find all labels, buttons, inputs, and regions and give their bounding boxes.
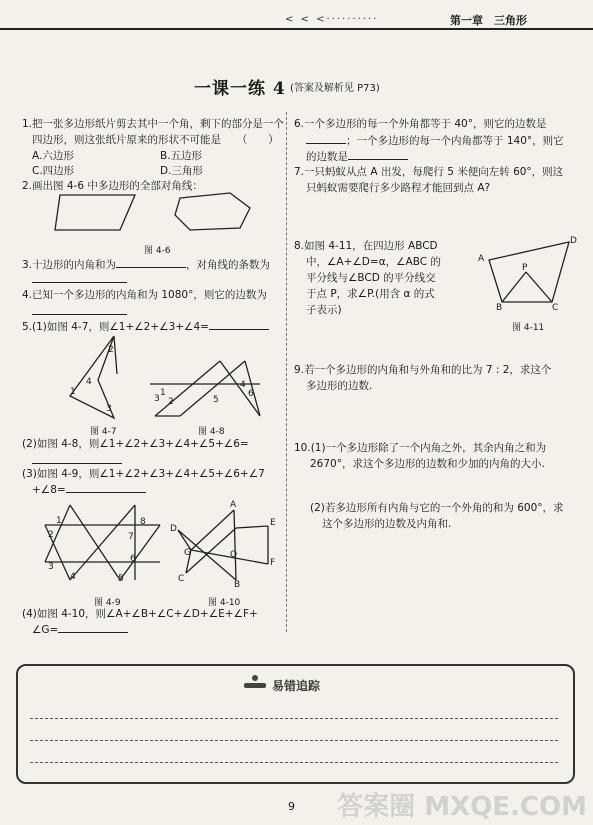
q1-option-d: D.三角形 <box>160 165 203 177</box>
answer-line-2[interactable] <box>30 740 558 741</box>
q5-4-line1: (4)如图 4-10，则∠A+∠B+∠C+∠D+∠E+∠F+ <box>22 608 258 620</box>
q10-line4: 这个多边形的边数及内角和. <box>322 518 452 530</box>
q1-line2: 四边形，则这张纸片原来的形状不可能是 （ ） <box>32 134 279 146</box>
fig-4-7-caption: 图 4-7 <box>90 427 117 437</box>
header-rule <box>0 28 593 30</box>
mistake-tracking-label: 易错追踪 <box>272 679 321 693</box>
answer-note: (答案及解析见 P73) <box>290 83 380 94</box>
page-title: 一课一练 4 <box>194 79 286 99</box>
answer-line-1[interactable] <box>30 718 558 719</box>
fig411-label-a: A <box>478 254 485 264</box>
q1-line1: 1.把一张多边形纸片剪去其中一个角，剩下的部分是一个 <box>22 118 285 130</box>
fig48-label-1: 1 <box>160 388 166 398</box>
header-decoration: < < <·········· <box>285 14 379 25</box>
q5-2-text: (2)如图 4-8，则∠1+∠2+∠3+∠4+∠5+∠6= <box>22 438 249 450</box>
q1-option-a: A.六边形 <box>32 150 74 162</box>
fig-4-8-caption: 图 4-8 <box>198 427 225 437</box>
q10-line1: 10.(1)一个多边形除了一个内角之外，其余内角之和为 <box>294 442 547 454</box>
fig410-label-c: C <box>178 574 185 584</box>
fig411-label-c: C <box>552 303 559 313</box>
q7-line2: 只蚂蚁需要爬行多少路程才能回到点 A? <box>306 182 491 194</box>
q4-text: 4.已知一个多边形的内角和为 1080°，则它的边数为 <box>22 289 267 301</box>
fig410-label-a: A <box>230 500 237 510</box>
chapter-title: 第一章 三角形 <box>450 14 527 27</box>
fig48-label-3: 3 <box>154 394 160 404</box>
fig410-label-e: E <box>270 518 276 528</box>
fig410-label-g: G <box>184 548 191 558</box>
fig-4-6-caption: 图 4-6 <box>144 246 171 256</box>
watermark: 答案圈 MXQE.COM <box>337 792 587 822</box>
q5-2-blank[interactable] <box>32 452 122 464</box>
fig410-label-f: F <box>270 558 276 568</box>
figure-4-7 <box>62 334 142 424</box>
fig49-label-3: 3 <box>48 562 54 572</box>
fig49-label-4: 4 <box>70 572 76 582</box>
q9-line2: 多边形的边数. <box>306 380 373 392</box>
column-divider <box>286 112 287 632</box>
fig411-label-p: P <box>522 263 528 273</box>
page-number: 9 <box>288 800 295 813</box>
runner-icon <box>243 674 267 690</box>
fig411-label-b: B <box>496 303 503 313</box>
q8-line1: 8.如图 4-11，在四边形 ABCD <box>294 240 438 252</box>
fig47-label-1: 1 <box>70 387 76 397</box>
figure-4-9 <box>40 500 165 590</box>
fig-4-10-caption: 图 4-10 <box>208 598 241 608</box>
figure-4-6 <box>50 190 270 240</box>
q5-3-line1: (3)如图 4-9，则∠1+∠2+∠3+∠4+∠5+∠6+∠7 <box>22 468 265 480</box>
fig410-label-o: O <box>230 550 238 560</box>
fig47-label-4: 4 <box>86 377 92 387</box>
answer-line-3[interactable] <box>30 762 558 763</box>
fig49-label-6: 6 <box>130 554 136 564</box>
fig49-label-1: 1 <box>56 516 62 526</box>
fig49-label-2: 2 <box>48 530 54 540</box>
fig49-label-8: 8 <box>140 517 146 527</box>
q10-line2: 2670°，求这个多边形的边数和少加的内角的大小. <box>310 458 545 470</box>
fig410-label-d: D <box>170 524 177 534</box>
q10-line3: (2)若多边形所有内角与它的一个外角的和为 600°，求 <box>310 502 564 514</box>
fig47-label-3: 3 <box>106 404 112 414</box>
fig-4-11-caption: 图 4-11 <box>512 323 545 333</box>
q1-option-b: B.五边形 <box>160 150 203 162</box>
q5-4-line2: ∠G= <box>32 621 128 638</box>
q8-line4: 于点 P，求∠P.(用含 α 的式 <box>306 288 435 300</box>
q2-text: 2.画出图 4-6 中多边形的全部对角线： <box>22 180 203 192</box>
q3-blank-2[interactable] <box>32 271 127 283</box>
q8-line3: 平分线与∠BCD 的平分线交 <box>306 272 436 284</box>
q5-3-line2: +∠8= <box>32 481 146 498</box>
fig49-label-5: 5 <box>118 574 124 584</box>
fig48-label-4: 4 <box>240 380 246 390</box>
fig410-label-b: B <box>234 580 241 590</box>
q6-line1: 6.一个多边形的每一个外角都等于 40°，则它的边数是 <box>294 118 547 130</box>
fig47-label-2: 2 <box>108 345 114 355</box>
q1-option-c: C.四边形 <box>32 165 75 177</box>
fig-4-9-caption: 图 4-9 <box>94 598 121 608</box>
q8-line2: 中，∠A+∠D=α，∠ABC 的 <box>306 256 441 268</box>
fig411-label-d: D <box>570 236 577 246</box>
fig48-label-5: 5 <box>213 395 219 405</box>
figure-4-11 <box>484 240 579 310</box>
q8-line5: 子表示) <box>306 304 342 316</box>
fig48-label-6: 6 <box>248 389 254 399</box>
q9-line1: 9.若一个多边形的内角和与外角和的比为 7 : 2，求这个 <box>294 364 552 376</box>
q7-line1: 7.一只蚂蚁从点 A 出发，每爬行 5 米便向左转 60°，则这 <box>294 166 564 178</box>
fig48-label-2: 2 <box>168 397 174 407</box>
q6-line2: ；一个多边形的每一个内角都等于 140°，则它 <box>306 132 564 149</box>
q3-text: 3.十边形的内角和为 ，对角线的条数为 <box>22 256 270 273</box>
q4-blank[interactable] <box>32 303 127 315</box>
figure-4-10 <box>176 508 276 588</box>
q6-line3: 的边数是 <box>306 148 408 165</box>
q5-1-text: 5.(1)如图 4-7，则∠1+∠2+∠3+∠4= <box>22 318 269 335</box>
fig49-label-7: 7 <box>128 532 134 542</box>
